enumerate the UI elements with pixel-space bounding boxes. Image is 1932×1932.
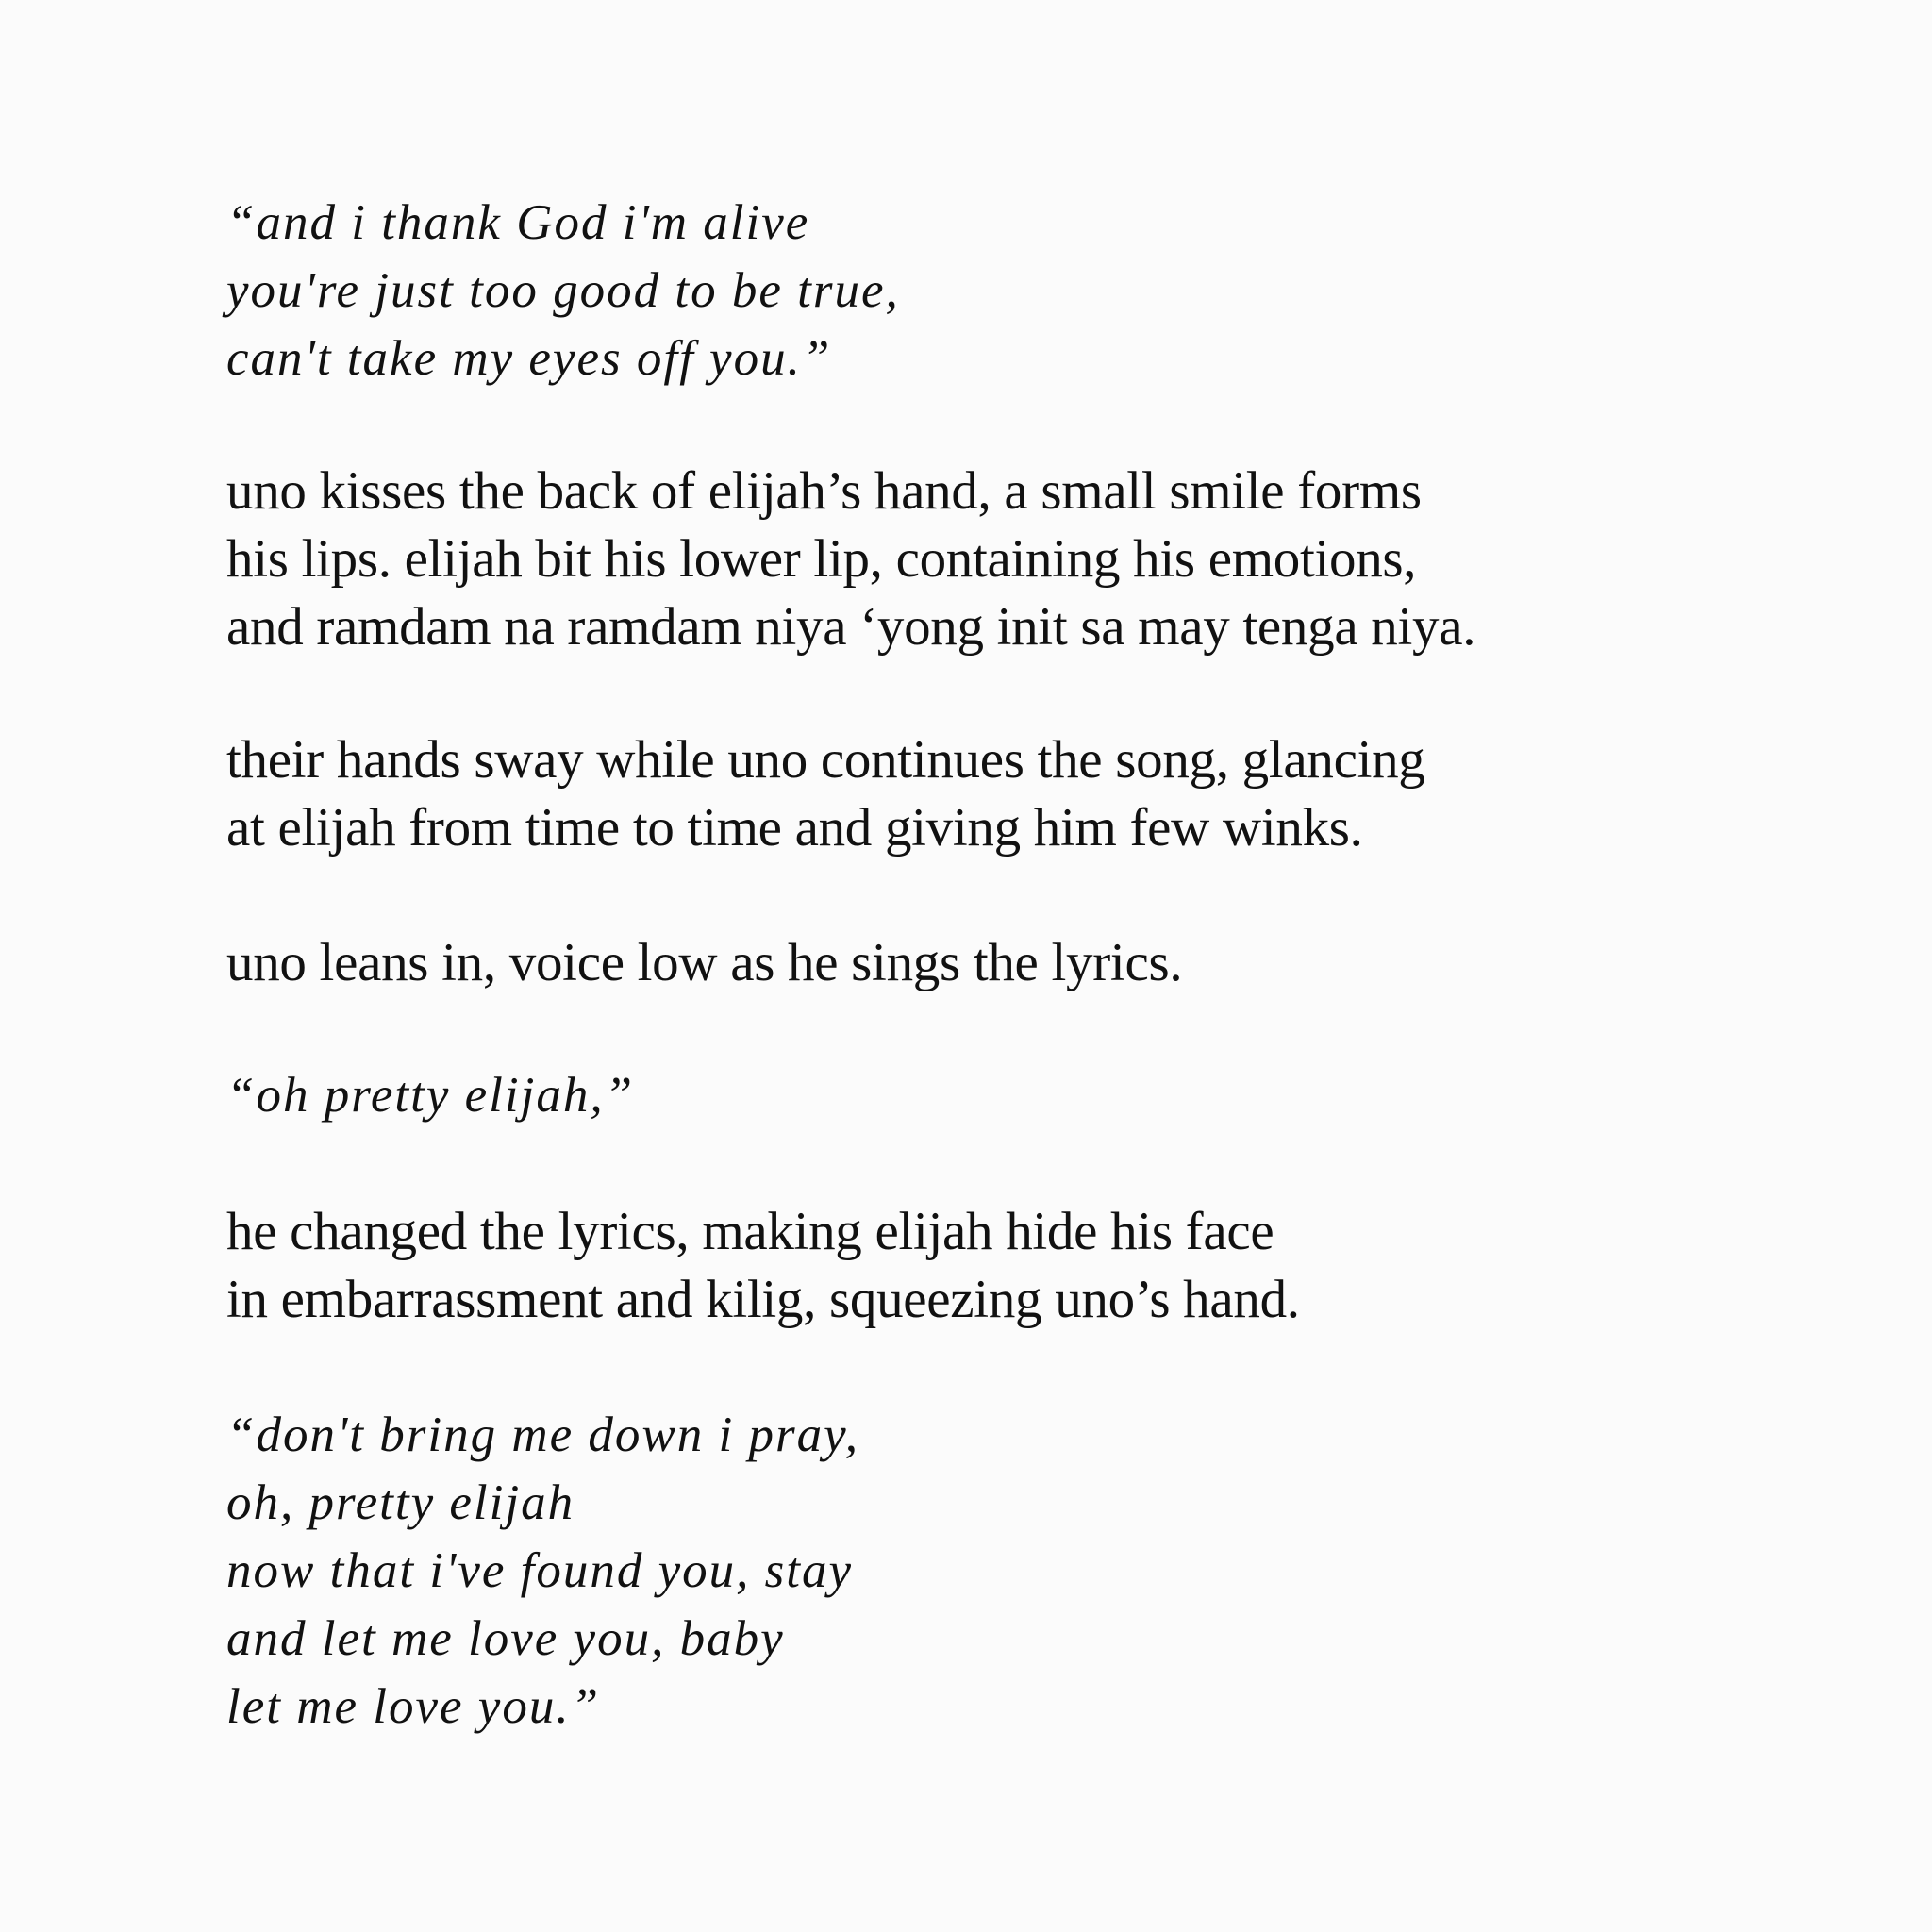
lyric-line: “and i thank God i'm alive	[226, 195, 810, 250]
lyric-line: “oh pretty elijah,”	[226, 1068, 635, 1123]
paragraph-3	[226, 929, 1182, 997]
paragraph-line: he changed the lyrics, making elijah hide his face	[226, 1202, 1274, 1261]
lyric-line: “don't bring me down i pray,	[226, 1407, 859, 1462]
lyric-line: oh, pretty elijah	[226, 1475, 575, 1530]
lyrics-block-3	[226, 1401, 859, 1740]
lyrics-block-1	[226, 189, 900, 392]
lyric-line: and let me love you, baby	[226, 1611, 785, 1666]
paragraph-2	[226, 726, 1425, 862]
lyric-line: let me love you.”	[226, 1679, 601, 1734]
lyrics-block-2	[226, 1061, 634, 1129]
paragraph-1	[226, 458, 1475, 661]
paragraph-4	[226, 1198, 1300, 1334]
paragraph-line: uno kisses the back of elijah’s hand, a small smile forms	[226, 461, 1422, 521]
paragraph-line: and ramdam na ramdam niya ‘yong init sa may tenga niya.	[226, 597, 1476, 657]
paragraph-line: in embarrassment and kilig, squeezing uno’s hand.	[226, 1270, 1300, 1329]
lyric-line: now that i've found you, stay	[226, 1543, 854, 1598]
paragraph-line: at elijah from time to time and giving him few winks.	[226, 798, 1363, 858]
paragraph-line: uno leans in, voice low as he sings the lyrics.	[226, 933, 1183, 992]
paragraph-line: his lips. elijah bit his lower lip, containing his emotions,	[226, 529, 1417, 589]
lyric-line: can't take my eyes off you.”	[226, 331, 832, 386]
lyric-line: you're just too good to be true,	[226, 263, 900, 318]
paragraph-line: their hands sway while uno continues the song, glancing	[226, 730, 1425, 790]
